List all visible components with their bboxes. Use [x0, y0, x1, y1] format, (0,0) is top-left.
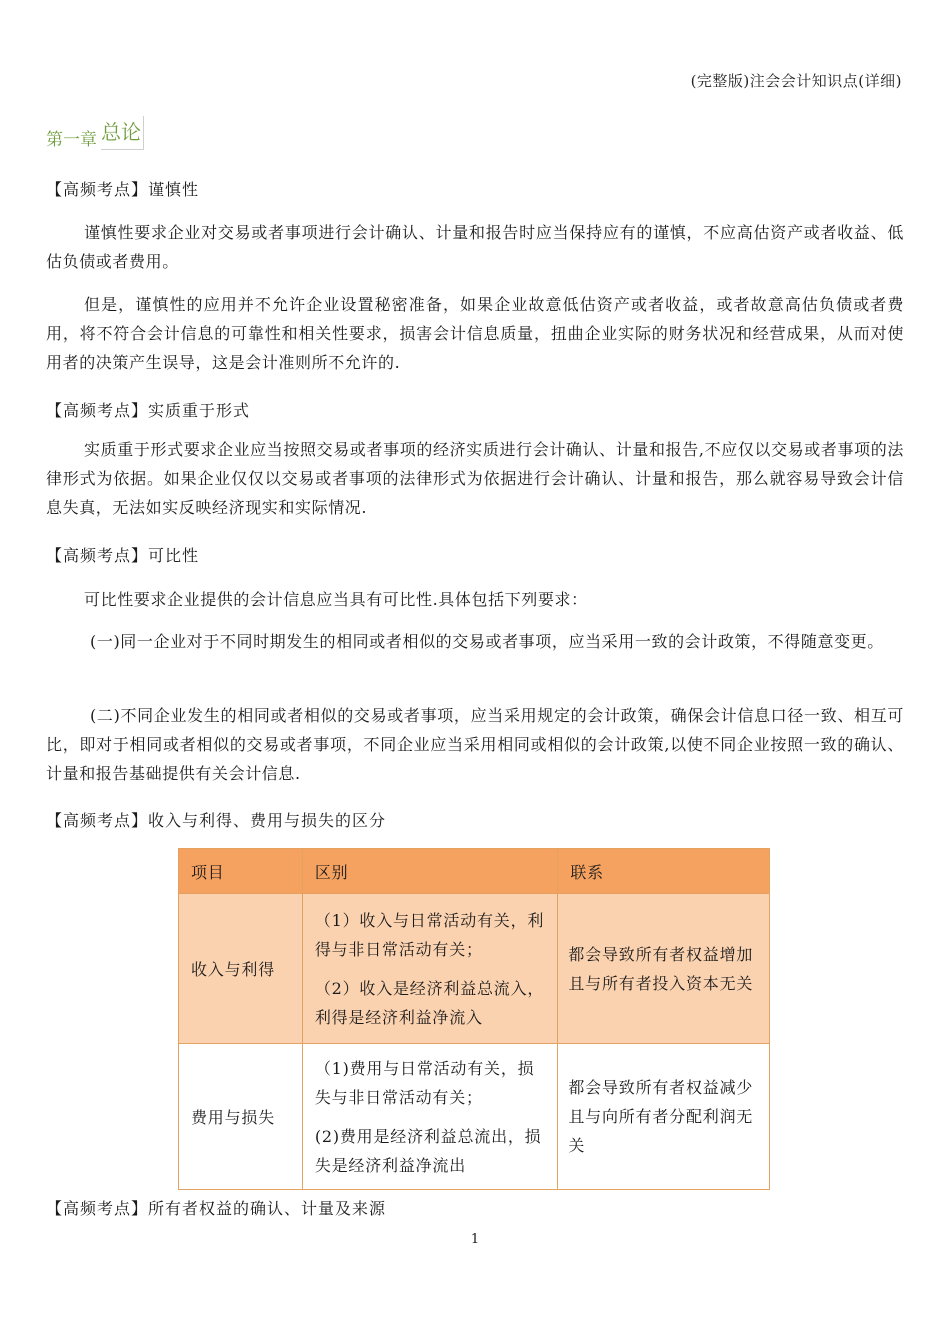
paragraph: 但是，谨慎性的应用并不允许企业设置秘密准备，如果企业故意低估资产或者收益，或者故意高估负债或者费用，将不符合会计信息的可靠性和相关性要求，损害会计信息质量，扭曲企业实际的财务状况和经营成果，从而对使用者的决策产生误导，这是会计准则所不允许的.: [46, 295, 904, 372]
section-heading-prudence: 【高频考点】谨慎性: [46, 180, 200, 199]
paragraph: (一)同一企业对于不同时期发生的相同或者相似的交易或者事项，应当采用一致的会计政策，不得随意变更。: [90, 632, 884, 651]
chapter-title: [46, 116, 144, 150]
chapter-number: 第一章: [46, 130, 97, 150]
difference-point: （1）收入与日常活动有关，利得与非日常活动有关；: [314, 910, 545, 959]
table-row: [179, 1044, 770, 1190]
paragraph: 可比性要求企业提供的会计信息应当具有可比性.具体包括下列要求：: [84, 590, 588, 609]
section-heading-comparability: 【高频考点】可比性: [46, 546, 200, 565]
paragraph: 谨慎性要求企业对交易或者事项进行会计确认、计量和报告时应当保持应有的谨慎，不应高估资产或者收益、低估负债或者费用。: [46, 223, 904, 271]
table-cell-item: 费用与损失: [179, 1044, 303, 1190]
document-header-title: (完整版)注会会计知识点(详细): [690, 72, 902, 90]
page-number: 1: [470, 1232, 480, 1247]
paragraph: (二)不同企业发生的相同或者相似的交易或者事项，应当采用规定的会计政策，确保会计信息口径一致、相互可比，即对于相同或者相似的交易或者事项，不同企业应当采用相同或相似的会计政策,以使不同企业按照一致的确认、计量和报告基础提供有关会计信息.: [46, 706, 904, 783]
table-header-row: [179, 849, 770, 894]
difference-point: (2)费用是经济利益总流出，损失是经济利益净流出: [314, 1126, 542, 1175]
chapter-name: 总论: [101, 116, 144, 150]
table-row: [179, 894, 770, 1044]
table-header-cell: 联系: [558, 849, 770, 894]
paragraph: 实质重于形式要求企业应当按照交易或者事项的经济实质进行会计确认、计量和报告,不应仅以交易或者事项的法律形式为依据。如果企业仅仅以交易或者事项的法律形式为依据进行会计确认、计量和报告，那么就容易导致会计信息失真，无法如实反映经济现实和实际情况.: [46, 440, 904, 517]
section-heading-owners-equity: 【高频考点】所有者权益的确认、计量及来源: [46, 1199, 387, 1218]
table-header-cell: 项目: [179, 849, 303, 894]
comparison-table: [178, 848, 770, 1190]
section-heading-substance-over-form: 【高频考点】实质重于形式: [46, 401, 251, 420]
table-cell-difference: [302, 1044, 558, 1190]
table-cell-difference: [302, 894, 558, 1044]
table-header-cell: 区别: [302, 849, 558, 894]
section-heading-income-gains: 【高频考点】收入与利得、费用与损失的区分: [46, 811, 387, 830]
table-cell-item: 收入与利得: [179, 894, 303, 1044]
table-cell-connection: 都会导致所有者权益增加且与所有者投入资本无关: [558, 894, 770, 1044]
difference-point: （2）收入是经济利益总流入，利得是经济利益净流入: [314, 978, 545, 1027]
difference-point: （1)费用与日常活动有关，损失与非日常活动有关；: [314, 1058, 535, 1107]
table-cell-connection: 都会导致所有者权益减少且与向所有者分配利润无关: [558, 1044, 770, 1190]
